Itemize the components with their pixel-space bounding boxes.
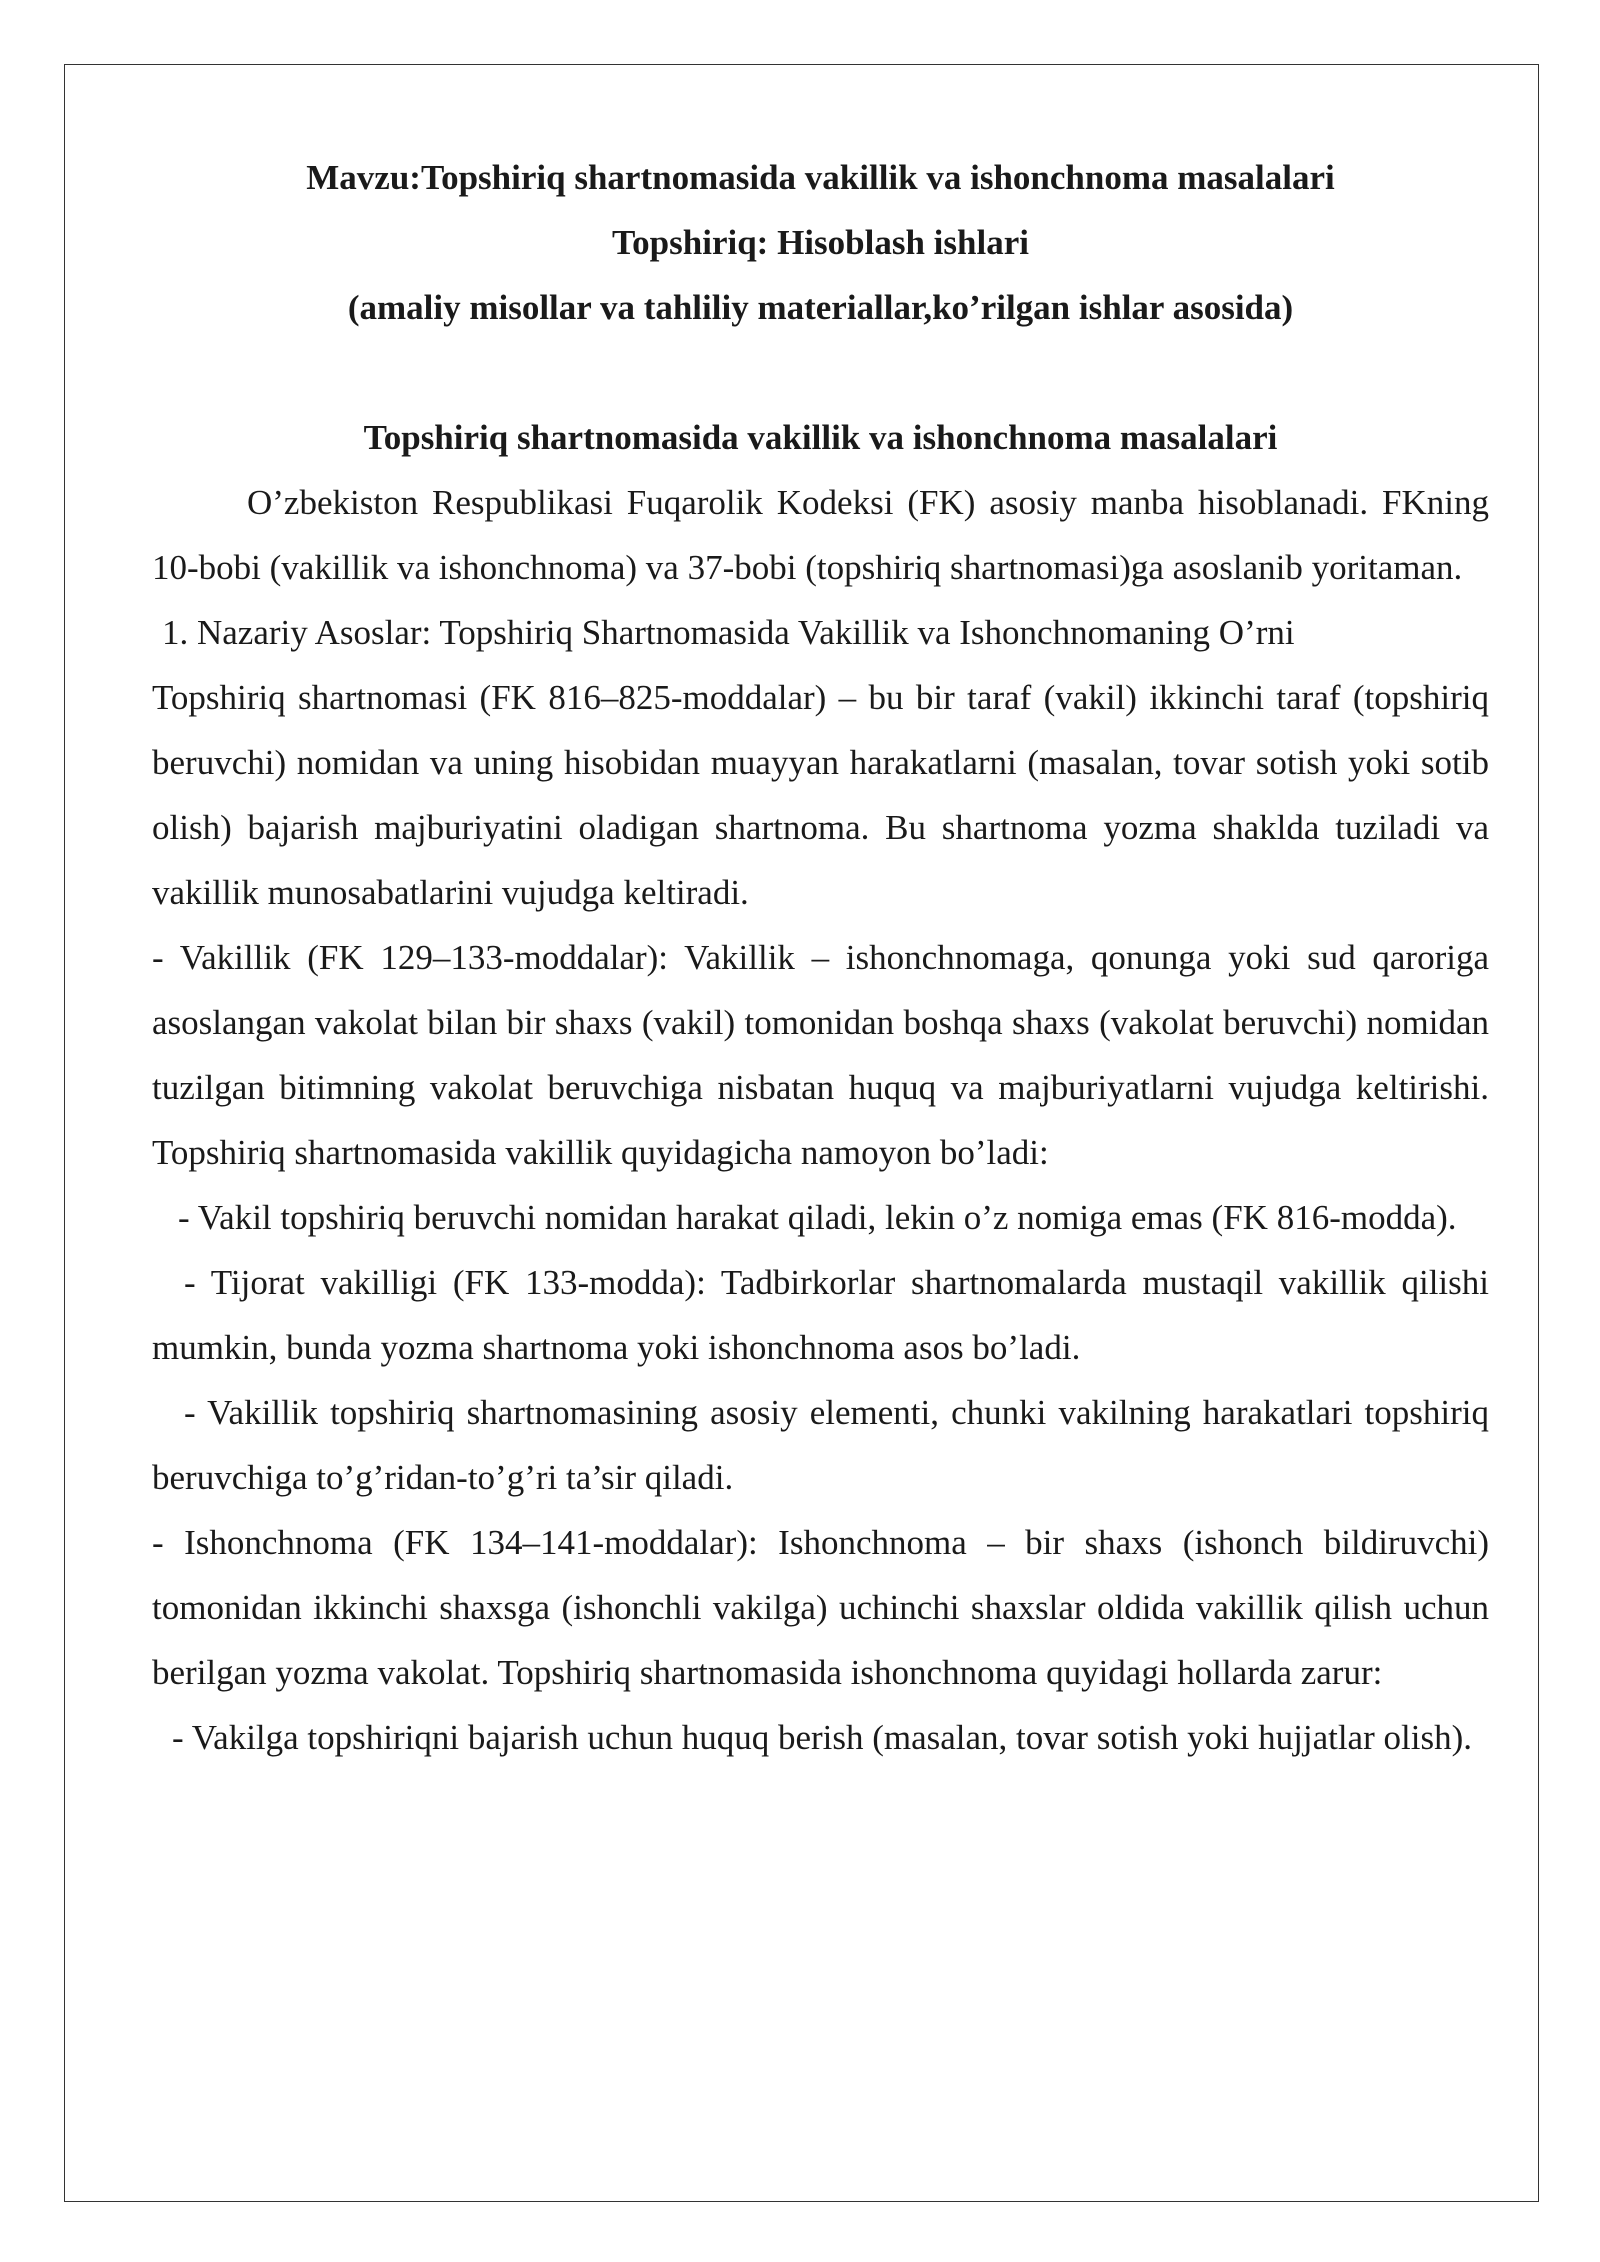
task-heading: Topshiriq: Hisoblash ishlari bbox=[612, 223, 1029, 262]
paragraph-vakillik: - Vakillik (FK 129–133-moddalar): Vakillik – ishonchnomaga, qonunga yoki sud qaroriga asoslangan vakolat bilan bir shaxs (vakil) tomonidan boshqa shaxs (vakolat beruvchi) nomidan tuzilgan bitimning vakolat beruvchiga nisbatan huquq va majburiyatlarni vujudga keltirishi. Topshiriq shartnomasida vakillik quyidagicha namoyon bo’ladi: bbox=[152, 938, 1489, 1172]
document-body bbox=[152, 145, 1489, 1770]
paragraph-intro: O’zbekiston Respublikasi Fuqarolik Kodeksi (FK) asosiy manba hisoblanadi. FKning 10-bobi (vakillik va ishonchnoma) va 37-bobi (topshiriq shartnomasi)ga asoslanib yoritaman. bbox=[152, 483, 1489, 587]
list-item-element: - Vakillik topshiriq shartnomasining asosiy elementi, chunki vakilning harakatlari topshiriq beruvchiga to’g’ridan-to’g’ri ta’sir qiladi. bbox=[152, 1393, 1489, 1497]
paragraph-heading-theory: 1. Nazariy Asoslar: Topshiriq Shartnomasida Vakillik va Ishonchnomaning O’rni bbox=[162, 613, 1295, 652]
list-item-tijorat: - Tijorat vakilligi (FK 133-modda): Tadbirkorlar shartnomalarda mustaqil vakillik qilishi mumkin, bunda yozma shartnoma yoki ishonchnoma asos bo’ladi. bbox=[152, 1263, 1489, 1367]
list-item-huquq: - Vakilga topshiriqni bajarish uchun huquq berish (masalan, tovar sotish yoki hujjatlar olish). bbox=[172, 1718, 1472, 1757]
paragraph-definition: Topshiriq shartnomasi (FK 816–825-moddalar) – bu bir taraf (vakil) ikkinchi taraf (topshiriq beruvchi) nomidan va uning hisobidan muayyan harakatlarni (masalan, tovar sotish yoki sotib olish) bajarish majburiyatini oladigan shartnoma. Bu shartnoma yozma shaklda tuziladi va vakillik munosabatlarini vujudga keltiradi. bbox=[152, 678, 1489, 912]
list-item-vakil: - Vakil topshiriq beruvchi nomidan harakat qiladi, lekin o’z nomiga emas (FK 816-modda). bbox=[178, 1198, 1457, 1237]
subtitle-heading: (amaliy misollar va tahliliy materiallar,ko’rilgan ishlar asosida) bbox=[347, 288, 1294, 327]
topic-heading: Mavzu:Topshiriq shartnomasida vakillik va ishonchnoma masalalari bbox=[306, 158, 1335, 197]
paragraph-ishonchnoma: - Ishonchnoma (FK 134–141-moddalar): Ishonchnoma – bir shaxs (ishonch bildiruvchi) tomonidan ikkinchi shaxsga (ishonchli vakilga) uchinchi shaxslar oldida vakillik qilish uchun berilgan yozma vakolat. Topshiriq shartnomasida ishonchnoma quyidagi hollarda zarur: bbox=[152, 1523, 1489, 1692]
spacer bbox=[152, 340, 1489, 405]
section-title: Topshiriq shartnomasida vakillik va ishonchnoma masalalari bbox=[363, 418, 1278, 457]
